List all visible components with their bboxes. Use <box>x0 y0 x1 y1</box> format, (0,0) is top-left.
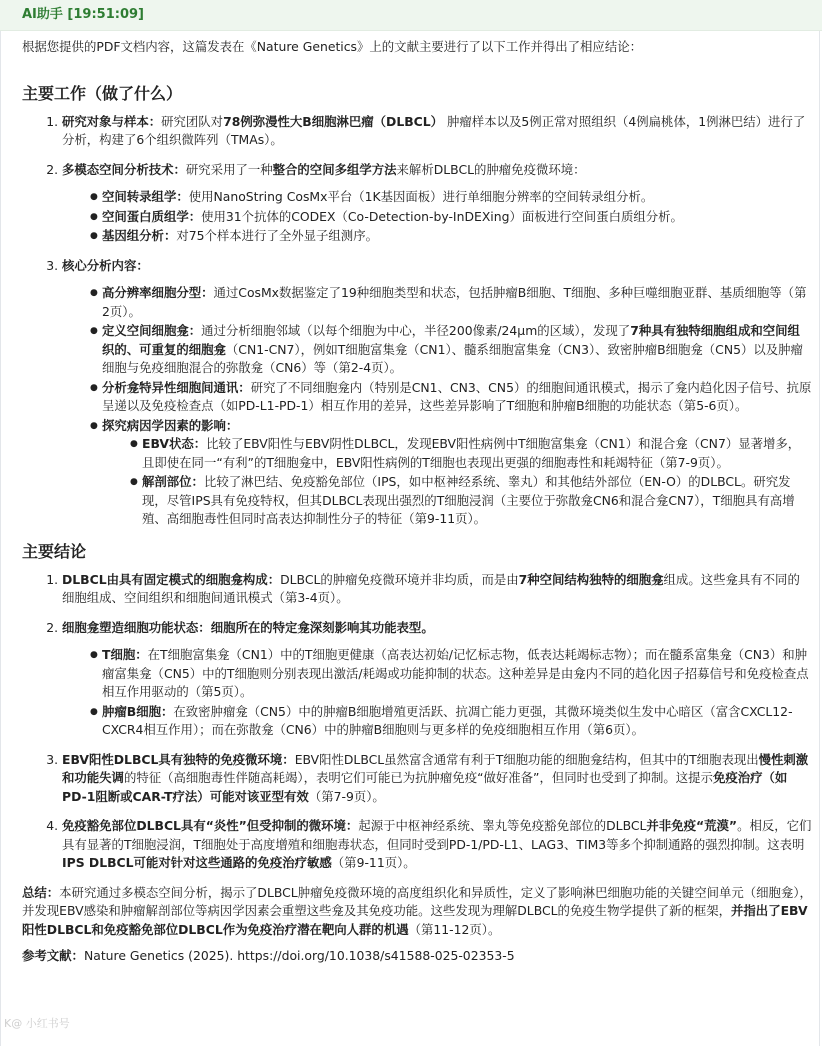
sub-list-item <box>90 208 812 227</box>
sub-item-title: 空间蛋白质组学： <box>102 208 202 224</box>
item-title: 核心分析内容： <box>62 257 149 273</box>
item-text: 组成。这些龛具有不同的细胞组成、空间组织和细胞间通讯模式（第3-4页）。 <box>62 571 800 605</box>
list-item <box>62 571 812 608</box>
sub-list <box>62 188 812 246</box>
sub-item-emphasis: 7种具有独特细胞组成和空间组织的、可重复的细胞龛 <box>102 323 800 357</box>
item-emphasis: 并非免疫“荒漠” <box>646 818 738 833</box>
sub-list <box>62 284 812 529</box>
summary-text: 本研究通过多模态空间分析，揭示了DLBCL肿瘤免疫微环境的高度组织化和异质性，定义了影响淋巴细胞功能的关键空间单元（细胞龛），并发现EBV感染和肿瘤解剖部位等病因学因素会重塑这些龛及其免疫功能。这些发现为理解DLBCL的免疫生物学提供了新的框架， <box>22 884 812 918</box>
item-emphasis: IPS DLBCL可能对针对这些通路的免疫治疗敏感 <box>62 855 332 870</box>
item-emphasis: 慢性刺激和功能失调 <box>62 751 809 785</box>
sub-item-text: 研究了不同细胞龛内（特别是CN1、CN3、CN5）的细胞间通讯模式，揭示了龛内趋化因子信号、抗原呈递以及免疫检查点（如PD-L1-PD-1）相互作用的差异，这些差异影响了T细胞和肿瘤B细胞的功能状态（第5-6页）。 <box>102 379 812 413</box>
sub-item-title: 分析龛特异性细胞间通讯： <box>102 379 251 395</box>
item-text: 研究采用了一种 <box>185 161 273 177</box>
summary-label: 总结： <box>22 884 60 900</box>
sub-item-title: 定义空间细胞龛： <box>102 323 202 338</box>
item-emphasis: 整合的空间多组学方法 <box>272 161 397 177</box>
sub-item-text: 对75个样本进行了全外显子组测序。 <box>176 228 378 243</box>
sub-item-text: 在致密肿瘤龛（CN5）中的肿瘤B细胞增殖更活跃、抗凋亡能力更强，其微环境类似生发中心暗区（富含CXCL12-CXCR4相互作用）；而在弥散龛（CN6）中的肿瘤B细胞则与更多样的免疫细胞相互作用（第6页）。 <box>102 703 793 737</box>
item-title: 细胞龛塑造细胞功能状态： <box>62 619 211 635</box>
assistant-label: AI助手 [19:51:09] <box>22 7 144 22</box>
nested-item-title: 解剖部位： <box>142 474 204 489</box>
intro-text: 根据您提供的PDF文档内容，这篇发表在《Nature Genetics》上的文献主要进行了以下工作并得出了相应结论： <box>22 39 642 54</box>
sub-item-title: T细胞： <box>102 647 148 662</box>
summary-paragraph <box>22 884 812 940</box>
nested-item-text: 比较了淋巴结、免疫豁免部位（IPS，如中枢神经系统、睾丸）和其他结外部位（EN-O）的DLBCL。研究发现，尽管IPS具有免疫特权，但其DLBCL表现出强烈的T细胞浸润（主要位于弥散龛CN6和混合龛CN7），T细胞具有高增殖、高细胞毒性但同时高表达抑制性分子的特征（第9-11页）。 <box>142 474 795 526</box>
item-text: （第9-11页）。 <box>331 855 416 870</box>
sub-list-item <box>90 284 812 321</box>
sub-item-text: 使用NanoString CosMx平台（1K基因面板）进行单细胞分辨率的空间转录组分析。 <box>188 189 654 204</box>
sub-list-item <box>90 646 812 702</box>
sub-list <box>62 646 812 740</box>
sub-item-title: 高分辨率细胞分型： <box>102 285 214 300</box>
item-emphasis: 7种空间结构独特的细胞龛 <box>518 571 664 587</box>
item-title: DLBCL由具有固定模式的细胞龛构成： <box>62 571 281 587</box>
conclusion-list <box>22 571 812 873</box>
item-text: （第7-9页）。 <box>308 788 385 804</box>
list-item <box>62 257 812 529</box>
section-heading-work: 主要工作（做了什么） <box>22 83 183 103</box>
item-title: 研究对象与样本： <box>62 113 162 129</box>
item-text: 。相反，它们具有显著的T细胞浸润，T细胞处于高度增殖和细胞毒状态，但同时受到PD-1/PD-L1、LAG3、TIM3等多个抑制通路的强烈抑制。这表明 <box>62 818 812 852</box>
section-heading-conclusions: 主要结论 <box>22 541 87 561</box>
sub-list-item <box>90 322 812 378</box>
sub-list-item <box>90 188 812 207</box>
item-emphasis: 免疫治疗（如PD-1阻断或CAR-T疗法）可能对该亚型有效 <box>62 770 788 804</box>
nested-sub-list <box>102 435 812 529</box>
sub-item-title: 基因组分析： <box>102 228 177 243</box>
list-item <box>62 619 812 740</box>
item-text: 肿瘤样本以及5例正常对照组织（4例扁桃体，1例淋巴结）进行了分析，构建了6个组织微阵列（TMAs）。 <box>62 113 806 147</box>
sub-item-text: 使用31个抗体的CODEX（Co-Detection-by-InDEXing）面板进行空间蛋白质组分析。 <box>201 208 683 224</box>
sub-list-item <box>90 379 812 416</box>
nested-item-text: 比较了EBV阳性与EBV阴性DLBCL，发现EBV阳性病例中T细胞富集龛（CN1）和混合龛（CN7）显著增多，且即使在同一“有利”的T细胞龛中，EBV阳性病例的T细胞也表现出更强的细胞毒性和耗竭特征（第7-9页）。 <box>142 436 801 470</box>
reference-label: 参考文献： <box>22 948 84 963</box>
nested-list-item <box>130 435 812 472</box>
list-item <box>62 751 812 807</box>
list-item <box>62 161 812 246</box>
item-text: 研究团队对 <box>161 113 224 129</box>
item-text: EBV阳性DLBCL虽然富含通常有利于T细胞功能的细胞龛结构，但其中的T细胞表现出 <box>294 751 759 767</box>
sub-item-text: （CN1-CN7），例如T细胞富集龛（CN1）、髓系细胞富集龛（CN3）、致密肿瘤B细胞龛（CN5）以及肿瘤细胞与免疫细胞混合的弥散龛（CN6）等（第2-4页）。 <box>102 341 803 375</box>
sub-item-title: 探究病因学因素的影响： <box>102 417 239 433</box>
nested-list-item <box>130 473 812 529</box>
item-title: 多模态空间分析技术： <box>62 161 186 177</box>
sub-item-title: 空间转录组学： <box>102 189 189 204</box>
item-title: 免疫豁免部位DLBCL具有“炎性”但受抑制的微环境： <box>62 818 359 833</box>
sub-list-item <box>90 417 812 529</box>
sub-item-title: 肿瘤B细胞： <box>102 703 174 719</box>
item-text: 来解析DLBCL的肿瘤免疫微环境： <box>396 161 586 177</box>
watermark: K@ 小红书号 <box>4 1017 70 1030</box>
sub-list-item <box>90 703 812 740</box>
item-emphasis: 78例弥漫性大B细胞淋巴瘤（DLBCL） <box>223 113 444 129</box>
item-title: EBV阳性DLBCL具有独特的免疫微环境： <box>62 751 295 767</box>
summary-text: （第11-12页）。 <box>408 921 501 937</box>
list-item <box>62 113 812 150</box>
summary-emphasis: 并指出了EBV阳性DLBCL和免疫豁免部位DLBCL作为免疫治疗潜在靶向人群的机遇 <box>22 903 808 937</box>
nested-item-title: EBV状态： <box>142 436 207 451</box>
sub-item-text: 通过CosMx数据鉴定了19种细胞类型和状态，包括肿瘤B细胞、T细胞、多种巨噬细胞亚群、基质细胞等（第2页）。 <box>102 285 807 319</box>
sub-list-item <box>90 227 812 246</box>
work-list <box>22 113 812 529</box>
message-body <box>22 36 812 966</box>
sub-item-text: 通过分析细胞邻域（以每个细胞为中心，半径200像素/24μm的区域），发现了 <box>201 323 631 338</box>
sub-item-text: 在T细胞富集龛（CN1）中的T细胞更健康（高表达初始/记忆标志物，低表达耗竭标志物）；而在髓系富集龛（CN3）和肿瘤富集龛（CN5）中的T细胞则分别表现出激活/耗竭或功能抑制的状态。这种差异是由龛内不同的趋化因子招募信号和免疫检查点相互作用驱动的（第5页）。 <box>102 647 809 699</box>
reference-text: Nature Genetics (2025). https://doi.org/10.1038/s41588-025-02353-5 <box>83 948 515 963</box>
reference <box>22 947 812 966</box>
item-text: 起源于中枢神经系统、睾丸等免疫豁免部位的DLBCL <box>358 818 647 833</box>
item-emphasis: 细胞所在的特定龛深刻影响其功能表型。 <box>210 619 434 635</box>
list-item <box>62 817 812 873</box>
item-text: DLBCL的肿瘤免疫微环境并非均质，而是由 <box>280 571 519 587</box>
message-header <box>0 0 822 31</box>
item-text: 的特征（高细胞毒性伴随高耗竭），表明它们可能已为抗肿瘤免疫“做好准备”，但同时也受到了抑制。这提示 <box>123 770 713 785</box>
